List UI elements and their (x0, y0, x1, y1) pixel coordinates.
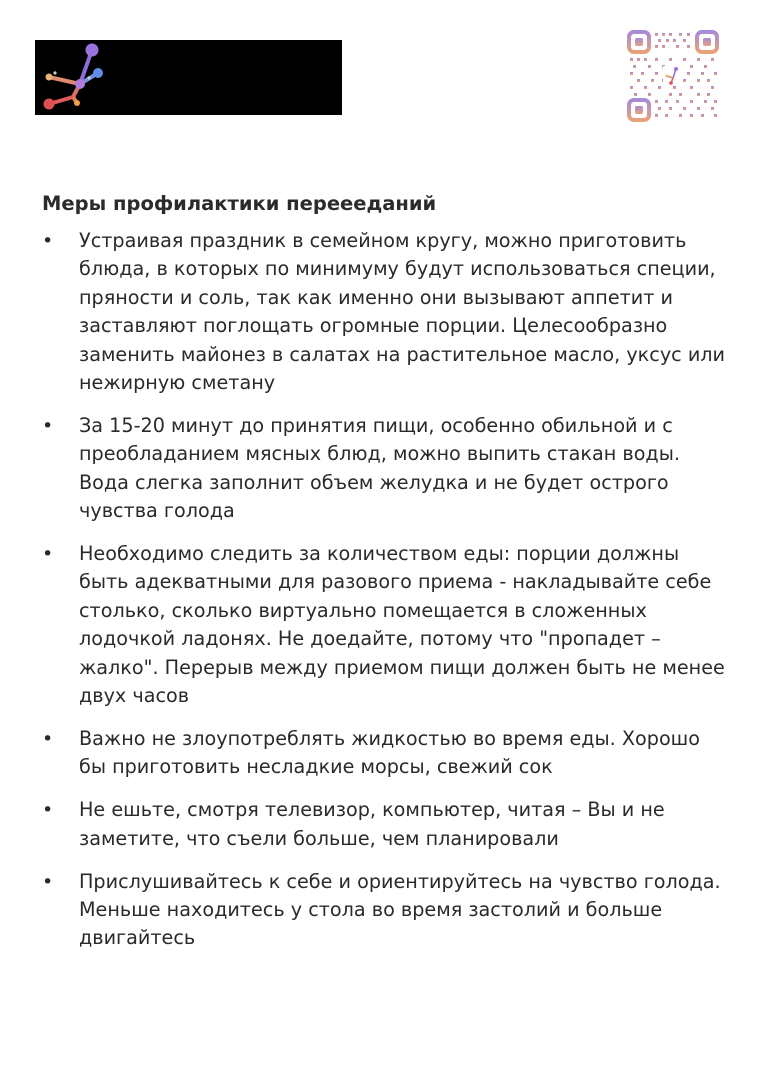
list-item-text: Необходимо следить за количеством еды: порции должны быть адекватными для разового приема - накладывайте себе столько, сколько виртуально помещается в сложенных лодочкой ладонях. Не доедайте, потому что "пропадет – жалко". Перерыв между приемом пищи должен быть не менее двух часов (79, 542, 725, 708)
qr-code-icon (627, 30, 719, 122)
list-item-text: За 15-20 минут до принятия пищи, особенно обильной и с преобладанием мясных блюд, можно выпить стакан воды. Вода слегка заполнит объем желудка и не будет острого чувства голода (79, 413, 680, 523)
content-area (42, 189, 732, 967)
list-item (42, 540, 732, 710)
list-item-text: Не ешьте, смотря телевизор, компьютер, читая – Вы и не заметите, что съели больше, чем планировали (79, 798, 665, 850)
list-item (42, 412, 732, 526)
list-item-text: Важно не злоупотреблять жидкостью во время еды. Хорошо бы приготовить несладкие морсы, свежий сок (79, 727, 700, 779)
list-item (42, 796, 732, 853)
bullet-list (42, 227, 732, 953)
bullet-icon: • (42, 870, 54, 893)
bullet-icon: • (42, 230, 54, 252)
list-item (42, 725, 732, 782)
bullet-icon: • (42, 414, 54, 437)
list-item (42, 227, 732, 397)
bullet-icon: • (42, 728, 54, 750)
logo-banner (35, 40, 342, 115)
bullet-icon: • (42, 543, 54, 566)
list-item (42, 868, 732, 953)
molecule-logo-icon (35, 40, 342, 115)
bullet-icon: • (42, 799, 54, 822)
section-title: Меры профилактики переееданий (42, 192, 437, 215)
list-item-text: Прислушивайтесь к себе и ориентируйтесь на чувство голода. Меньше находитесь у стола во время застолий и больше двигайтесь (79, 869, 721, 950)
list-item-text: Устраивая праздник в семейном кругу, можно приготовить блюда, в которых по минимуму будут использоваться специи, пряности и соль, так как именно они вызывают аппетит и заставляют поглощать огромные порции. Целесообразно заменить майонез в салатах на растительное масло, уксус или нежирную сметану (79, 229, 726, 395)
